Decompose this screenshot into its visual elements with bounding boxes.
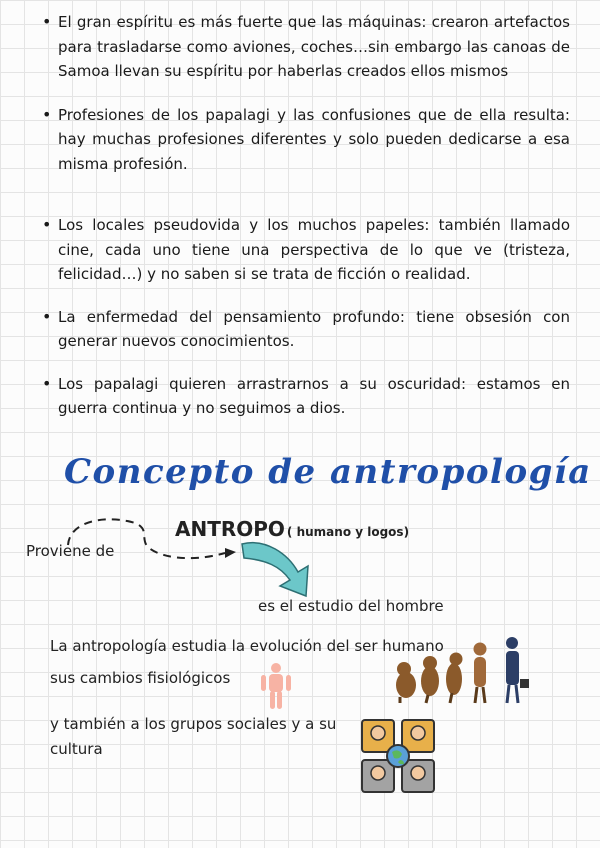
bullet-item: • Los papalagi quieren arrastrarnos a su oscuridad: estamos en guerra continua y no seguimos a dios. xyxy=(40,372,570,421)
evolution-icon xyxy=(392,635,532,705)
definition: es el estudio del hombre xyxy=(258,597,444,615)
social-text-2: cultura xyxy=(50,740,103,758)
root-meaning: ( humano y logos) xyxy=(286,525,410,539)
bullet-item: • Los locales pseudovida y los muchos papeles: también llamado cine, cada uno tiene una perspectiva de lo que ve (tristeza, felicidad…) y no saben si se trata de ficción o realidad. xyxy=(40,213,570,287)
human-body-icon xyxy=(254,662,298,710)
root-word-text: ANTROPO xyxy=(175,517,285,541)
bullet-item: • Profesiones de los papalagi y las confusiones que de ella resulta: hay muchas profesiones diferentes y solo pueden dedicarse a esa misma profesión. xyxy=(40,103,570,177)
social-groups-icon xyxy=(360,718,436,794)
physiology-text: sus cambios fisiológicos xyxy=(50,669,231,687)
section-title: Concepto de antropología xyxy=(64,452,592,492)
bullet-item: • El gran espíritu es más fuerte que las máquinas: crearon artefactos para trasladarse como aviones, coches…sin embargo las canoas de Samoa llevan su espíritu por haberlas creados ellos mismos xyxy=(40,10,570,84)
evolution-text: La antropología estudia la evolución del ser humano xyxy=(50,637,444,655)
bullet-list xyxy=(40,10,570,421)
social-text-1: y también a los grupos sociales y a su xyxy=(50,715,337,733)
bullet-item: • La enfermedad del pensamiento profundo: tiene obsesión con generar nuevos conocimientos. xyxy=(40,305,570,354)
origin-label: Proviene de xyxy=(26,542,115,560)
